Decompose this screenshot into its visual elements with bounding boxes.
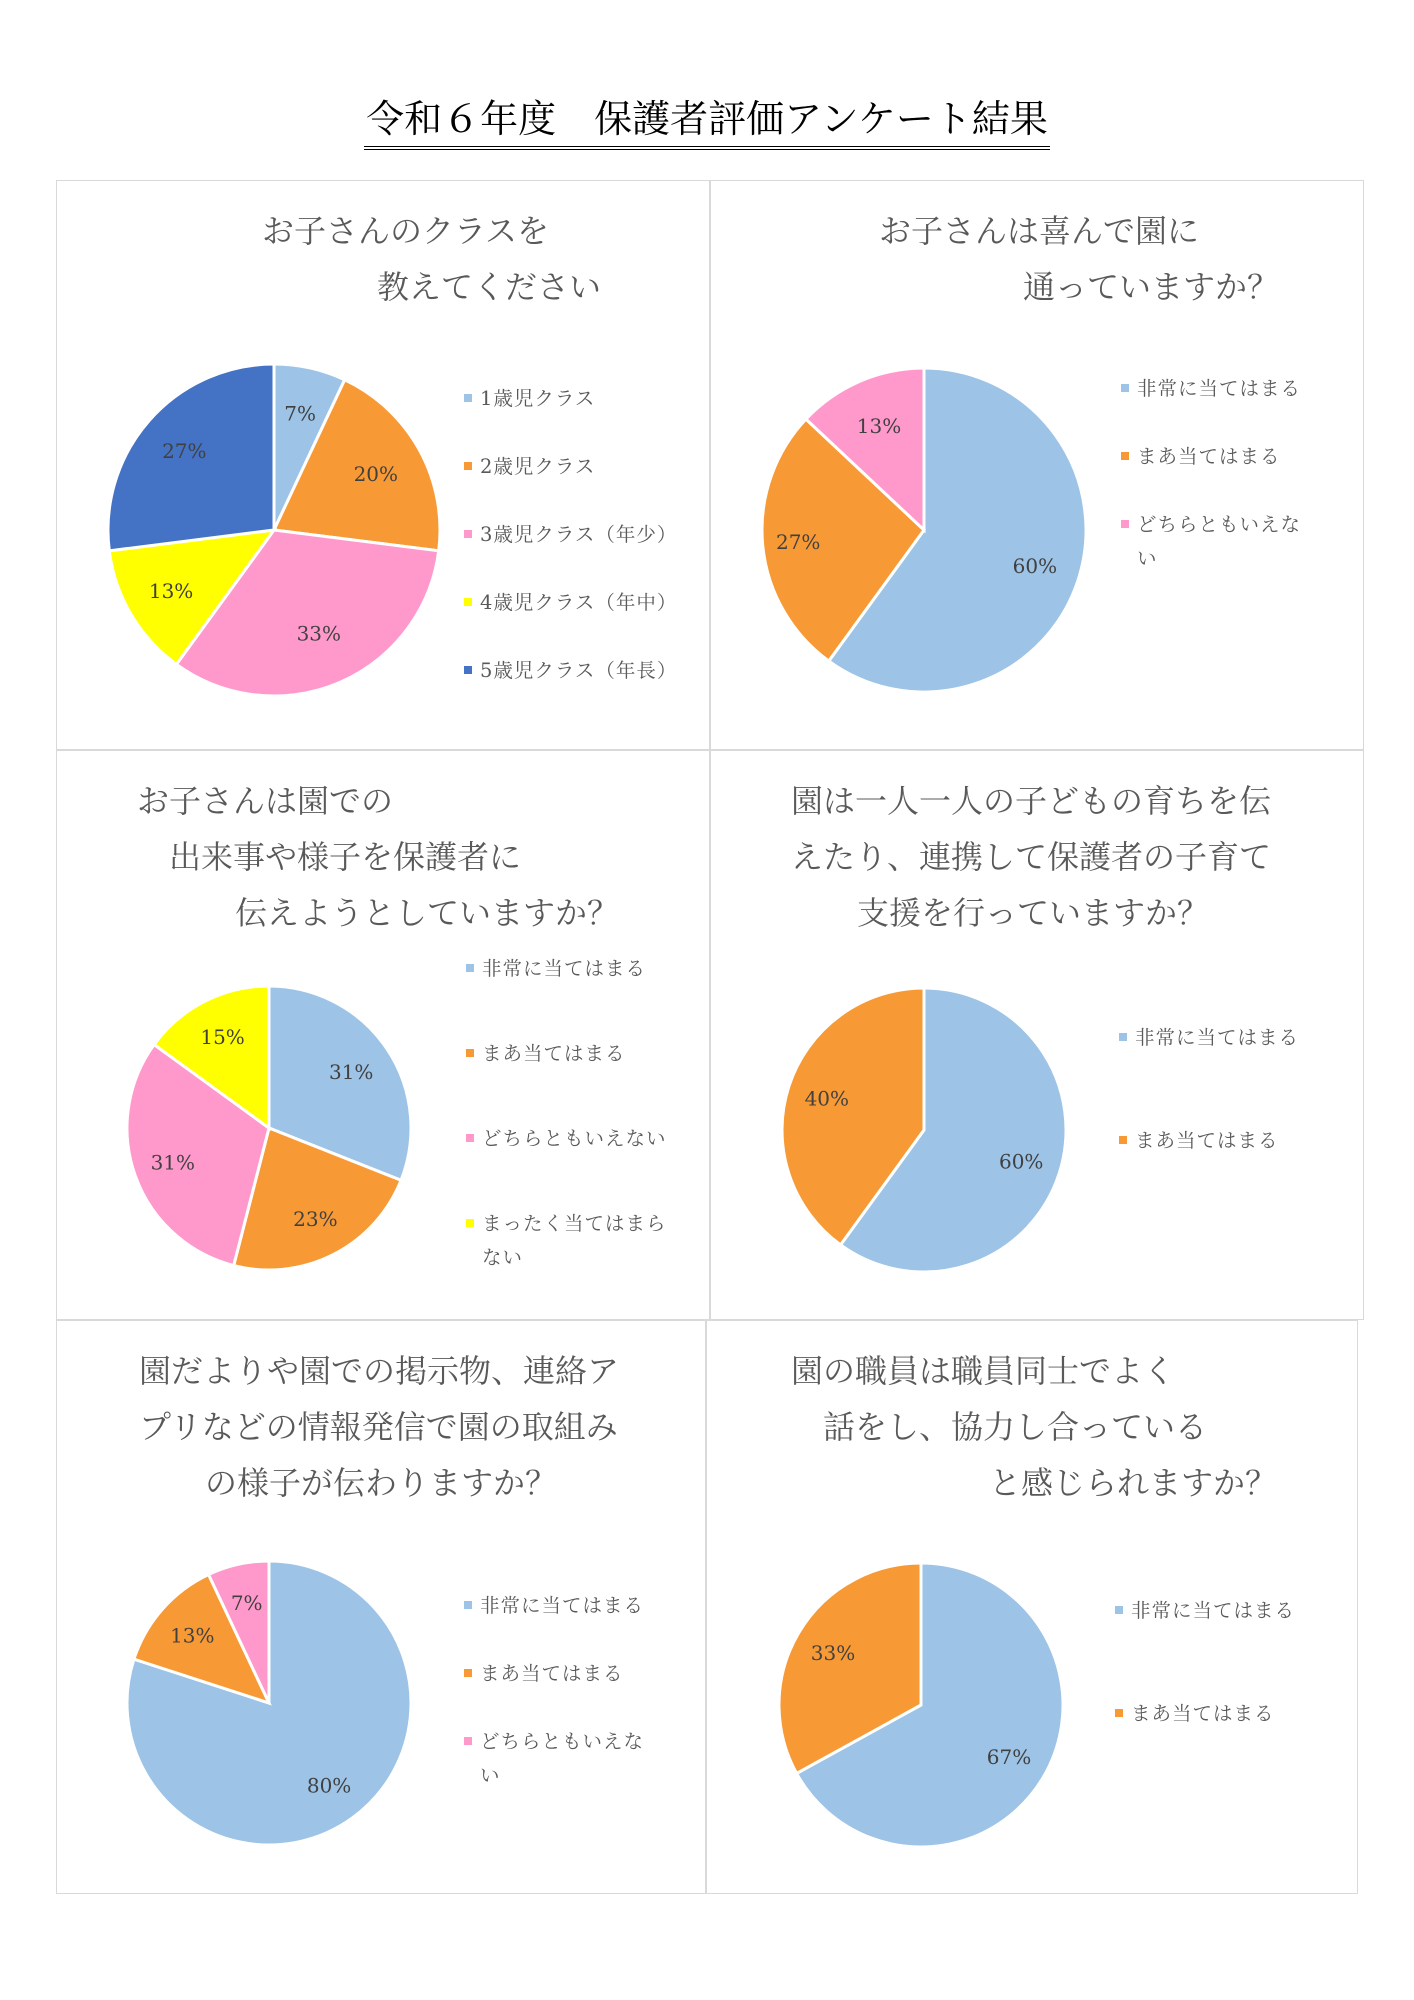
chart-title-line: 通っていますか？ (1023, 268, 1280, 306)
data-label: 31% (150, 1150, 196, 1175)
data-label: 13% (856, 413, 902, 438)
pie-chart-3 (127, 986, 411, 1270)
data-label: 23% (293, 1207, 338, 1232)
chart-title-line: 支援を行っていますか？ (857, 894, 1210, 932)
legend-label: まあ当てはまる (1135, 1129, 1279, 1152)
legend-label: まあ当てはまる (480, 1662, 624, 1685)
chart-title-line: お子さんは園での (137, 782, 394, 820)
chart-title-line: の様子が伝わりますか？ (205, 1464, 558, 1502)
data-label: 33% (810, 1641, 856, 1665)
chart-title-line: えたり、連携して保護者の子育て (791, 838, 1272, 876)
legend-label: 2歳児クラス (480, 455, 596, 478)
chart-title-line: お子さんのクラスを (262, 212, 550, 250)
legend-label: まあ当てはまる (482, 1042, 626, 1065)
legend-label: どちらともいえな い (1137, 513, 1302, 570)
legend-label: どちらともいえない (482, 1127, 667, 1150)
data-label: 15% (200, 1024, 245, 1049)
data-label: 33% (296, 621, 342, 646)
data-label: 13% (170, 1623, 215, 1648)
data-label: 7% (284, 401, 316, 426)
legend-label: 1歳児クラス (480, 387, 596, 410)
chart-title-line: 話をし、協力し合っている (823, 1408, 1208, 1446)
chart-title-line: お子さんは喜んで園に (879, 212, 1200, 250)
legend-label: どちらともいえな い (480, 1730, 645, 1787)
data-label: 40% (804, 1086, 850, 1111)
data-label: 67% (986, 1745, 1032, 1769)
page-title-text: 令和６年度 保護者評価アンケート結果 (364, 100, 1050, 150)
legend-label: 非常に当てはまる (1137, 377, 1302, 400)
data-label: 27% (775, 529, 821, 554)
legend-label: まあ当てはまる (1137, 445, 1281, 468)
data-label: 60% (998, 1149, 1044, 1174)
data-label: 60% (1012, 554, 1058, 578)
legend-label: まあ当てはまる (1131, 1702, 1275, 1725)
pie-chart-2 (762, 368, 1086, 692)
pie-chart-6 (779, 1563, 1063, 1847)
pie-chart-4 (782, 988, 1066, 1272)
legend-label: 非常に当てはまる (480, 1594, 645, 1617)
chart-title-line: 教えてください (377, 268, 602, 306)
legend-label: 非常に当てはまる (1135, 1026, 1300, 1049)
legend-label: まったく当てはまら ない (482, 1212, 667, 1269)
chart-title-line: 園だよりや園での掲示物、連絡ア (139, 1352, 620, 1390)
data-label: 31% (328, 1060, 374, 1085)
legend-label: 非常に当てはまる (1131, 1599, 1296, 1622)
chart-title-line: プリなどの情報発信で園の取組み (139, 1408, 618, 1446)
chart-title-line: 伝えようとしていますか？ (235, 894, 620, 932)
data-label: 27% (162, 439, 207, 463)
chart-title-line: 園の職員は職員同士でよく (791, 1352, 1176, 1390)
data-label: 80% (306, 1773, 352, 1798)
chart-title-line: 出来事や様子を保護者に (169, 838, 522, 876)
legend-label: 非常に当てはまる (482, 957, 647, 980)
legend-label: 4歳児クラス（年中） (480, 591, 678, 614)
data-label: 13% (148, 578, 194, 603)
data-label: 7% (230, 1591, 263, 1616)
data-label: 20% (353, 462, 399, 486)
pie-chart-1 (108, 364, 440, 696)
legend-label: 3歳児クラス（年少） (480, 523, 678, 546)
chart-title-line: 園は一人一人の子どもの育ちを伝 (791, 782, 1272, 820)
legend-label: 5歳児クラス（年長） (480, 659, 678, 682)
chart-title-line: と感じられますか？ (989, 1464, 1278, 1502)
pie-chart-5 (127, 1561, 411, 1845)
